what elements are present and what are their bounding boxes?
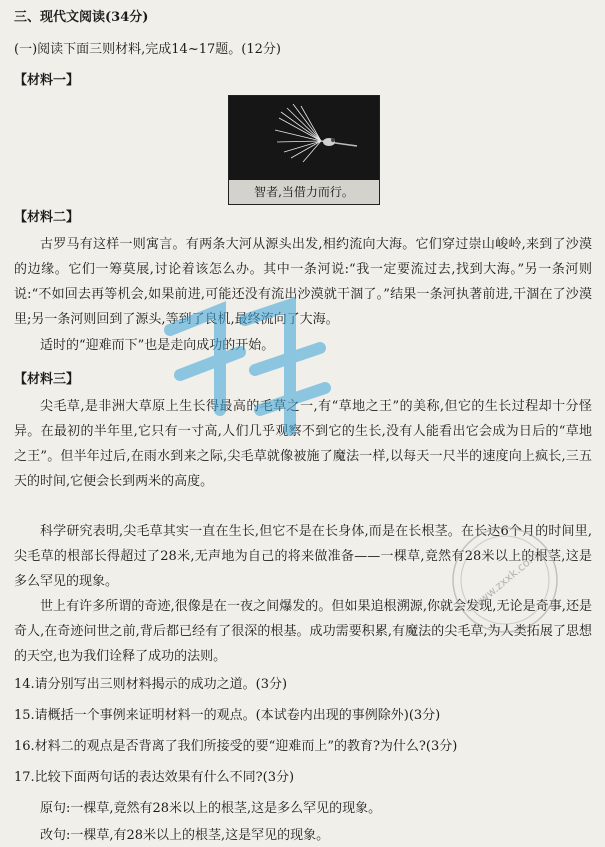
material2-paragraph2: 适时的“迎难而下”也是走向成功的开始。	[40, 338, 275, 353]
material2-heading: 【材料二】	[14, 210, 80, 225]
question-17: 17.比较下面两句话的表达效果有什么不同?(3分)	[14, 770, 295, 785]
question-15: 15.请概括一个事例来证明材料一的观点。(本试卷内出现的事例除外)(3分)	[14, 708, 441, 723]
material1-photo	[228, 95, 380, 205]
watermark-stamp-text: www.zxxk.com	[469, 549, 541, 612]
revised-sentence: 改句:一棵草,有28米以上的根茎,这是罕见的现象。	[40, 828, 330, 843]
question-16: 16.材料二的观点是否背离了我们所接受的要“迎难而上”的教育?为什么?(3分)	[14, 739, 458, 754]
material3-paragraph2: 科学研究表明,尖毛草其实一直在生长,但它不是在长身体,而是在长根茎。在长达6个月的时间里,尖毛草的根部长得超过了28米,无声地为自己的将来做准备——一棵草,竟然有28米以上的根茎,这是多么罕见的现象。	[14, 524, 592, 589]
material3-paragraph3: 世上有许多所谓的奇迹,很像是在一夜之间爆发的。但如果追根溯源,你就会发现,无论是奇事,还是奇人,在奇迹问世之前,背后都已经有了很深的根基。成功需要积累,有魔法的尖毛草,为人类拓展了思想的天空,也为我们诠释了成功的法则。	[14, 599, 592, 664]
dandelion-seed-icon	[229, 96, 379, 180]
question-14: 14.请分别写出三则材料揭示的成功之道。(3分)	[14, 677, 288, 692]
material1-heading: 【材料一】	[14, 73, 80, 88]
material2-paragraph1: 古罗马有这样一则寓言。有两条大河从源头出发,相约流向大海。它们穿过崇山峻岭,来到了沙漠的边缘。它们一筹莫展,讨论着该怎么办。其中一条河说:“我一定要流过去,找到大海。”另一条河则说:“不如回去再等机会,如果前进,可能还没有流出沙漠就干涸了。”结果一条河执著前进,干涸在了沙漠里;另一条河则回到了源头,等到了良机,最终流向了大海。	[14, 237, 592, 327]
photo-caption: 智者,当借力而行。	[229, 180, 379, 204]
original-sentence: 原句:一棵草,竟然有28米以上的根茎,这是多么罕见的现象。	[40, 801, 382, 816]
material3-paragraph1: 尖毛草,是非洲大草原上生长得最高的毛草之一,有“草地之王”的美称,但它的生长过程却十分怪异。在最初的半年里,它只有一寸高,人们几乎观察不到它的生长,没有人能看出它会成为日后的“草地之王”。但半年过后,在雨水到来之际,尖毛草就像被施了魔法一样,以每天一尺半的速度向上疯长,三五天的时间,它便会长到两米的高度。	[14, 399, 592, 489]
section-title: 三、现代文阅读(34分)	[14, 10, 149, 25]
instruction: (一)阅读下面三则材料,完成14~17题。(12分)	[14, 42, 281, 57]
material3-heading: 【材料三】	[14, 372, 80, 387]
